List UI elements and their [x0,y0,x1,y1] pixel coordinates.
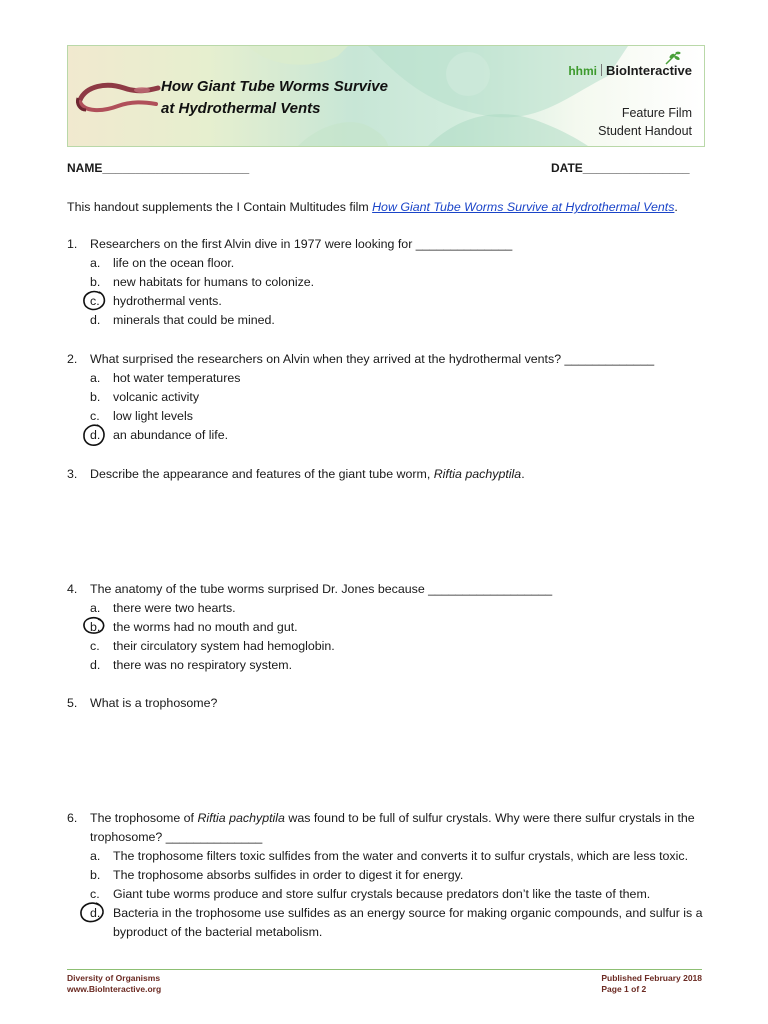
footer-divider [67,969,702,970]
question-number: 1. [67,237,78,251]
option-a[interactable] [67,254,707,273]
question-3 [67,465,707,484]
footer-left [67,973,161,995]
question-stem-suffix: . [521,467,525,481]
question-stem: Researchers on the first Alvin dive in 1977 were looking for ______________ [90,237,513,251]
options-list [67,599,707,675]
brand-hhmi: hhmi [568,64,598,78]
question-stem: What is a trophosome? [90,696,218,710]
option-letter: a. [90,849,101,863]
option-letter: a. [90,601,101,615]
question-stem: The anatomy of the tube worms surprised Dr. Jones because __________________ [90,582,553,596]
option-text: life on the ocean floor. [113,256,235,270]
footer-category: Diversity of Organisms [67,973,161,983]
option-text: their circulatory system had hemoglobin. [113,639,335,653]
option-a[interactable] [67,599,707,618]
name-field[interactable]: NAME______________________ [67,161,250,175]
question-6 [67,809,707,942]
feature-line2: Student Handout [598,124,692,138]
option-text: volcanic activity [113,390,200,404]
question-number: 3. [67,467,78,481]
option-letter: c. [90,639,100,653]
feature-line1: Feature Film [621,106,692,120]
option-text: new habitats for humans to colonize. [113,275,315,289]
option-letter: c. [90,294,100,308]
banner-title-line1: How Giant Tube Worms Survive [161,78,388,95]
option-letter: a. [90,371,101,385]
option-letter: b. [90,275,101,289]
option-text: there were two hearts. [113,601,236,615]
question-stem-prefix: The trophosome of [90,811,198,825]
options-list [67,847,707,942]
question-number: 4. [67,582,78,596]
option-c[interactable] [67,637,707,656]
question-stem-suffix: was found to be full of sulfur crystals. Why were there sulfur crystals in the trophosome? ______________ [90,811,695,844]
option-c[interactable] [67,407,707,426]
option-a[interactable] [67,369,707,388]
footer-published: Published February 2018 [601,973,702,983]
option-letter: b. [90,390,101,404]
option-c[interactable] [67,292,707,311]
option-a[interactable] [67,847,707,866]
option-text: The trophosome filters toxic sulfides from the water and converts it to sulfur crystals, which are less toxic. [113,849,689,863]
film-link[interactable]: How Giant Tube Worms Survive at Hydrothermal Vents [372,200,675,214]
option-c[interactable] [67,885,707,904]
brand-name: BioInteractive [606,63,692,78]
option-text: the worms had no mouth and gut. [113,620,298,634]
option-b[interactable] [67,866,707,885]
question-stem-prefix: Describe the appearance and features of the giant tube worm, [90,467,434,481]
option-letter: b. [90,620,101,634]
question-number: 2. [67,352,78,366]
hhmi-biointeractive-logo [568,63,692,78]
option-text: minerals that could be mined. [113,313,275,327]
option-text: Giant tube worms produce and store sulfur crystals because predators don’t like the taste of them. [113,887,651,901]
question-2 [67,350,707,445]
option-letter: d. [90,658,101,672]
option-text: The trophosome absorbs sulfides in order to digest it for energy. [113,868,464,882]
option-text: there was no respiratory system. [113,658,293,672]
footer-right [601,973,702,995]
banner-title-line2: at Hydrothermal Vents [161,100,321,117]
option-b[interactable] [67,273,707,292]
option-letter: c. [90,887,100,901]
option-d[interactable] [67,426,707,445]
header-banner [67,45,705,147]
option-letter: d. [90,313,101,327]
intro-prefix: This handout supplements the I Contain Multitudes film [67,200,373,214]
banner-title [161,76,388,120]
option-letter: d. [90,906,101,920]
question-4 [67,580,707,675]
option-b[interactable] [67,388,707,407]
date-field[interactable]: DATE________________ [551,161,690,175]
option-b[interactable] [67,618,707,637]
option-text: hydrothermal vents. [113,294,222,308]
question-number: 5. [67,696,78,710]
footer-page-number: Page 1 of 2 [601,984,647,994]
option-letter: b. [90,868,101,882]
tube-worm-image [72,68,162,128]
option-letter: a. [90,256,101,270]
species-name: Riftia pachyptila [197,811,285,825]
options-list [67,369,707,445]
species-name: Riftia pachyptila [433,467,522,481]
option-text: an abundance of life. [113,428,229,442]
option-d[interactable] [67,311,707,330]
intro-text [67,200,678,214]
question-1 [67,235,707,330]
option-d[interactable] [67,656,707,675]
question-stem: What surprised the researchers on Alvin when they arrived at the hydrothermal vents? _____________ [90,352,655,366]
option-text: Bacteria in the trophosome use sulfides as an energy source for making organic compounds, and sulfur is a byproduct of the bacterial metabolism. [113,906,703,939]
footer-website[interactable]: www.BioInteractive.org [67,984,162,994]
question-5 [67,694,707,713]
feature-label [598,104,692,140]
option-letter: c. [90,409,100,423]
option-text: hot water temperatures [113,371,241,385]
option-text: low light levels [113,409,193,423]
question-number: 6. [67,811,78,825]
options-list [67,254,707,330]
option-d[interactable] [67,904,707,942]
option-letter: d. [90,428,101,442]
intro-suffix: . [674,200,678,214]
